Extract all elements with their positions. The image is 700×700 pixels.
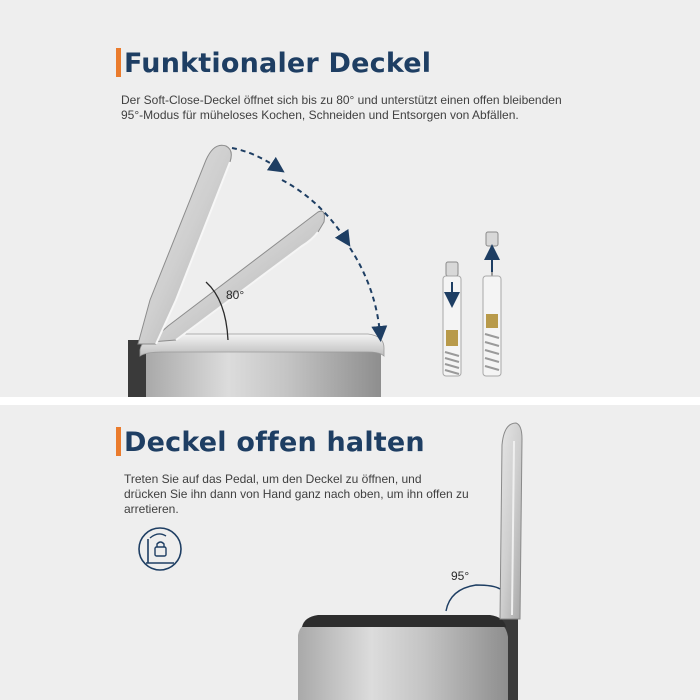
bottom-title: Deckel offen halten	[124, 427, 425, 458]
top-title: Funktionaler Deckel	[124, 48, 432, 79]
bin-body-bottom	[298, 615, 518, 700]
panel-divider	[0, 397, 700, 405]
motion-arrow-3	[350, 248, 380, 334]
top-description-line-2: 95°-Modus für müheloses Kochen, Schneiden und Entsorgen von Abfällen.	[121, 108, 519, 122]
bottom-illustration	[0, 405, 700, 700]
bottom-description-line-3: arretieren.	[124, 502, 179, 516]
bin-body	[128, 334, 384, 397]
motion-arrow-1	[232, 148, 278, 168]
bottom-description-line-2: drücken Sie ihn dann von Hand ganz nach oben, um ihn offen zu	[124, 487, 469, 501]
damper-compressed	[443, 262, 461, 376]
damper-extended	[483, 232, 501, 376]
angle-label-95: 95°	[451, 569, 470, 583]
bottom-panel	[0, 405, 700, 700]
bottom-description-line-1: Treten Sie auf das Pedal, um den Deckel zu öffnen, und	[124, 472, 422, 486]
angle-label-80: 80°	[226, 288, 245, 302]
lid-open-vertical	[500, 423, 522, 619]
angle-arc-95	[446, 585, 500, 611]
top-description-line-1: Der Soft-Close-Deckel öffnet sich bis zu 80° und unterstützt einen offen bleibenden	[121, 93, 562, 107]
lid-lock-icon	[139, 528, 181, 570]
